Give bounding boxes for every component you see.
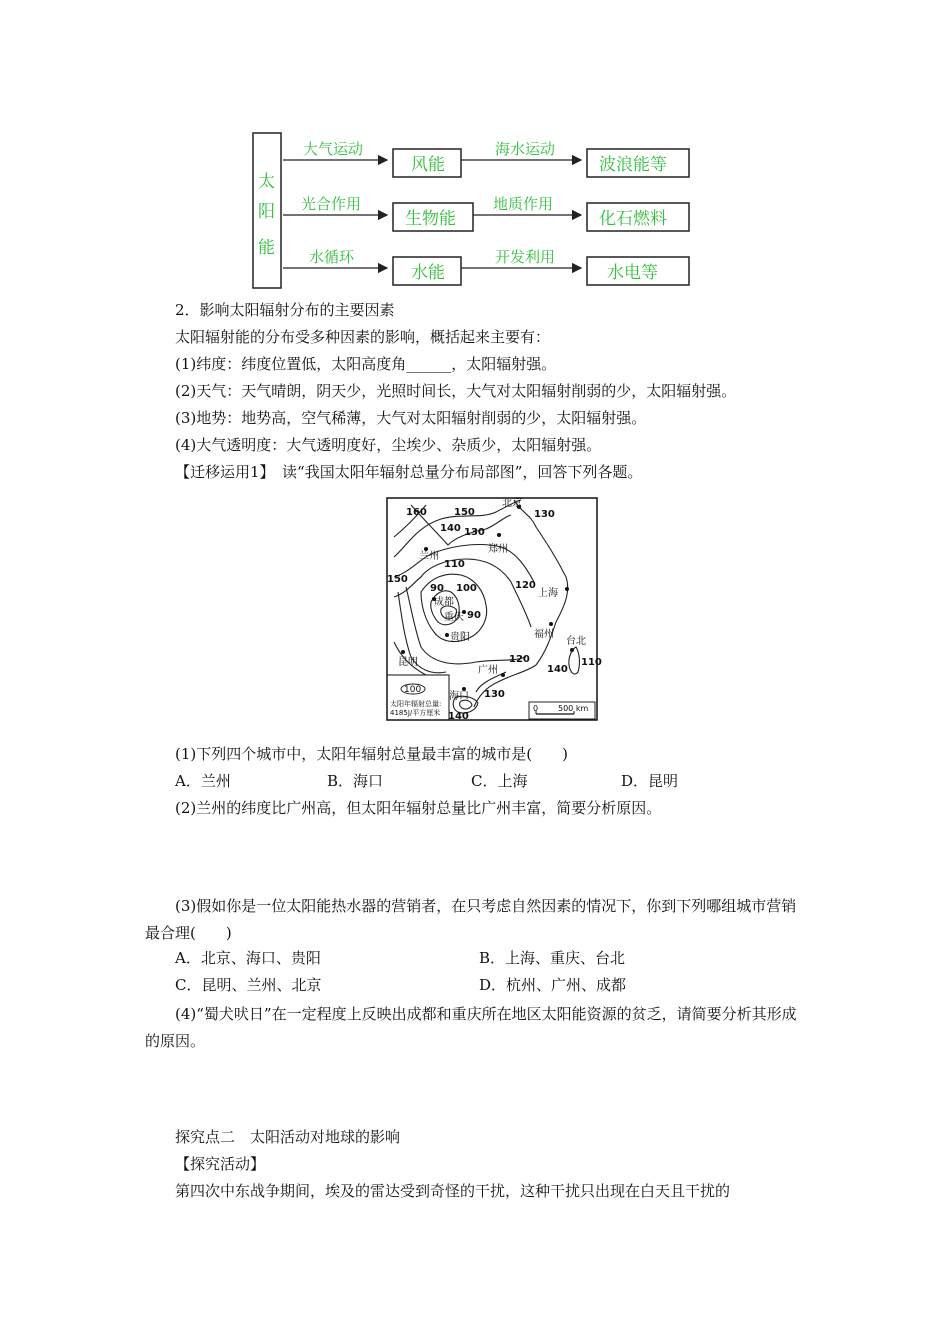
city-dot	[565, 587, 569, 591]
flow-arrow-label: 开发利用	[495, 248, 556, 266]
question-2: (2)兰州的纬度比广州高，但太阳年辐射总量比广州丰富，简要分析原因。	[175, 799, 662, 817]
flow-arrow-label: 海水运动	[495, 140, 556, 158]
isoline-label: 130	[484, 689, 505, 700]
isoline-label: 130	[534, 509, 555, 520]
isoline-label: 90	[467, 610, 481, 621]
question-4: (4)“蜀犬吠日”在一定程度上反映出成都和重庆所在地区太阳能资源的贫乏，请简要分析其形成的原因。	[145, 1005, 797, 1050]
city-label: 兰州	[419, 551, 439, 562]
option-d: D．杭州、广州、成都	[479, 976, 627, 994]
city-dot	[497, 533, 501, 537]
isoline-label: 150	[454, 507, 475, 518]
energy-box-label: 风能	[411, 155, 445, 175]
isoline-label: 100	[456, 583, 477, 594]
scale-zero: 0	[533, 704, 539, 713]
section-heading: 探究点二 太阳活动对地球的影响	[175, 1128, 401, 1146]
option-a: A．兰州	[175, 772, 231, 790]
legend-text: 太阳年辐射总量:	[390, 700, 442, 708]
isoline-label: 160	[406, 507, 427, 518]
city-label: 重庆	[444, 612, 464, 623]
isoline-label: 90	[430, 583, 444, 594]
legend-text: 4185J/平方厘米	[390, 709, 441, 717]
isoline-label: 110	[444, 559, 465, 570]
factor-item: (2)天气：天气晴朗，阴天少，光照时间长，大气对太阳辐射削弱的少，太阳辐射强。	[175, 382, 737, 400]
city-label: 昆明	[398, 657, 418, 668]
question-1-options	[175, 771, 775, 791]
isoline-label: 140	[547, 664, 568, 675]
option-d: D．昆明	[621, 772, 679, 790]
paragraph: 第四次中东战争期间，埃及的雷达受到奇怪的干扰，这种干扰只出现在白天且干扰的	[175, 1182, 731, 1200]
energy-flow-diagram	[245, 125, 705, 295]
energy-box-label: 水电等	[607, 263, 658, 283]
scale-label: 500 km	[558, 704, 589, 713]
isoline-label: 120	[509, 654, 530, 665]
legend-value: 100	[404, 685, 422, 695]
option-c: C．上海	[471, 772, 528, 790]
factor-item: (1)纬度：纬度位置低，太阳高度角______，太阳辐射强。	[175, 355, 557, 373]
exercise-title: 【迁移运用1】 读“我国太阳年辐射总量分布局部图”，回答下列各题。	[175, 463, 643, 481]
question-3: (3)假如你是一位太阳能热水器的营销者，在只考虑自然因素的情况下，你到下列哪组城市营销最合理( )	[145, 897, 797, 942]
isoline-label: 120	[515, 580, 536, 591]
city-dot	[401, 650, 405, 654]
city-label: 海口	[449, 691, 469, 702]
option-c: C．昆明、兰州、北京	[175, 976, 322, 994]
isoline-label: 140	[448, 711, 469, 722]
energy-box-label: 生物能	[405, 209, 456, 229]
city-label: 成都	[434, 597, 454, 608]
question-3-options-row2	[175, 975, 775, 995]
energy-box-label: 波浪能等	[599, 155, 667, 175]
city-dot	[570, 648, 574, 652]
activity-label: 【探究活动】	[175, 1155, 266, 1173]
source-label-1: 太	[258, 172, 275, 192]
source-label-3: 能	[258, 238, 275, 258]
solar-radiation-map	[386, 497, 602, 722]
factor-item: (4)大气透明度：大气透明度好，尘埃少、杂质少，太阳辐射强。	[175, 436, 602, 454]
city-dot	[445, 633, 449, 637]
city-label: 福州	[534, 629, 554, 640]
isoline-label: 150	[387, 574, 408, 585]
question-1: (1)下列四个城市中，太阳年辐射总量最丰富的城市是( )	[175, 745, 568, 763]
option-a: A．北京、海口、贵阳	[175, 949, 321, 967]
city-label: 北京	[502, 498, 522, 509]
flow-arrow-label: 地质作用	[493, 195, 554, 213]
flow-arrow-label: 光合作用	[301, 195, 362, 213]
scale-bar	[529, 702, 595, 719]
isoline-label: 140	[440, 523, 461, 534]
city-label: 郑州	[488, 544, 508, 555]
energy-box-label: 水能	[411, 263, 445, 283]
city-dot	[501, 673, 505, 677]
energy-box-label: 化石燃料	[599, 209, 667, 229]
city-label: 台北	[566, 636, 586, 647]
city-label: 贵阳	[450, 632, 470, 643]
city-label: 广州	[478, 665, 498, 676]
source-label-2: 阳	[258, 202, 275, 222]
city-label: 上海	[538, 588, 558, 599]
paragraph: 太阳辐射能的分布受多种因素的影响，概括起来主要有：	[175, 328, 551, 346]
city-dot	[549, 622, 553, 626]
isoline-label: 130	[464, 527, 485, 538]
isoline-label: 110	[581, 657, 602, 668]
option-b: B．海口	[327, 772, 384, 790]
option-b: B．上海、重庆、台北	[479, 949, 626, 967]
section-heading: 2．影响太阳辐射分布的主要因素	[175, 301, 395, 319]
flow-arrow-label: 水循环	[309, 248, 355, 266]
flow-arrow-label: 大气运动	[303, 140, 364, 158]
question-3-options-row1	[175, 948, 775, 968]
factor-item: (3)地势：地势高，空气稀薄，大气对太阳辐射削弱的少，太阳辐射强。	[175, 409, 647, 427]
